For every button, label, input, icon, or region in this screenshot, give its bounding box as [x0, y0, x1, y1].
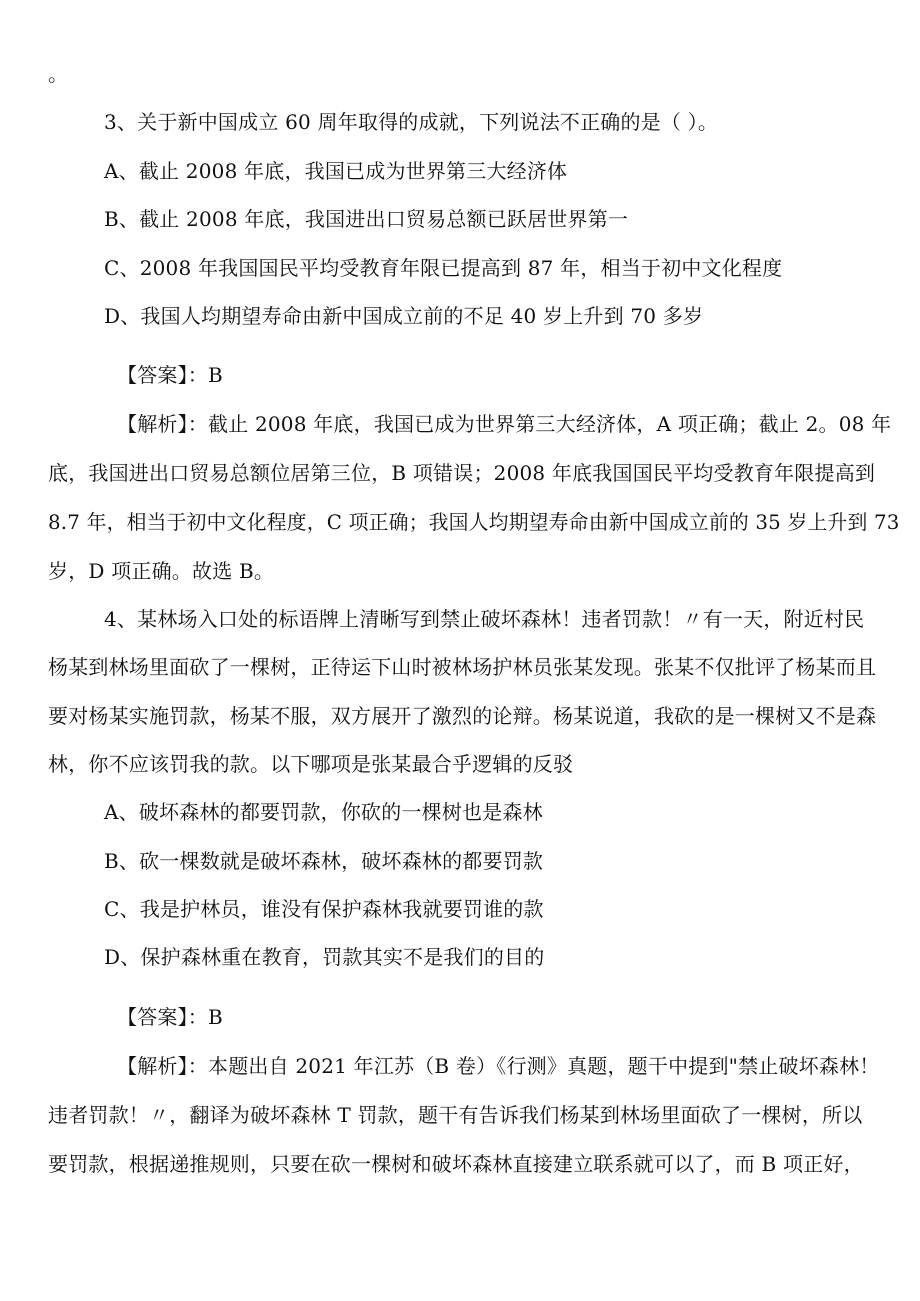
question-3-option-d: D、我国人均期望寿命由新中国成立前的不足 40 岁上升到 70 多岁	[104, 304, 704, 328]
question-4-answer: 【答案】：B	[117, 1005, 223, 1029]
question-3-analysis-line-2: 底，我国进出口贸易总额位居第三位，B 项错误；2008 年底我国国民平均受教育年限提高到	[48, 461, 876, 485]
question-4-stem-line-1: 4、某林场入口处的标语牌上清晰写到禁止破坏森林！违者罚款！〃有一天，附近村民	[104, 607, 865, 631]
question-4-option-d: D、保护森林重在教育，罚款其实不是我们的目的	[104, 945, 545, 969]
question-3-option-b: B、截止 2008 年底，我国进出口贸易总额已跃居世界第一	[104, 207, 629, 231]
question-4-option-c: C、我是护林员，谁没有保护森林我就要罚谁的款	[104, 897, 544, 921]
question-4-analysis-line-1: 【解析】：本题出自 2021 年江苏（B 卷）《行测》真题，题干中提到"禁止破坏森林！	[117, 1054, 880, 1078]
question-4-stem-line-2: 杨某到林场里面砍了一棵树，正待运下山时被林场护林员张某发现。张某不仅批评了杨某而且	[48, 655, 877, 679]
question-4-analysis-line-2: 违者罚款！〃，翻译为破坏森林 T 罚款，题干有告诉我们杨某到林场里面砍了一棵树，所以	[48, 1103, 863, 1127]
question-3-option-c: C、2008 年我国国民平均受教育年限已提高到 87 年，相当于初中文化程度	[104, 256, 783, 280]
question-3-analysis-line-3: 8.7 年，相当于初中文化程度，C 项正确；我国人均期望寿命由新中国成立前的 35 岁上升到 73	[48, 510, 900, 534]
question-4-option-a: A、破坏森林的都要罚款，你砍的一棵树也是森林	[104, 800, 543, 824]
question-3-analysis-line-4: 岁，D 项正确。故选 B。	[48, 559, 275, 583]
question-3-answer: 【答案】：B	[117, 363, 223, 387]
question-3-stem: 3、关于新中国成立 60 周年取得的成就，下列说法不正确的是（ ）。	[104, 110, 719, 134]
question-4-stem-line-4: 林，你不应该罚我的款。以下哪项是张某最合乎逻辑的反驳	[48, 752, 574, 776]
question-3-option-a: A、截止 2008 年底，我国已成为世界第三大经济体	[104, 159, 568, 183]
question-4-option-b: B、砍一棵数就是破坏森林，破坏森林的都要罚款	[104, 849, 544, 873]
question-4-analysis-line-3: 要罚款，根据递推规则，只要在砍一棵树和破坏森林直接建立联系就可以了，而 B 项正好，	[48, 1152, 864, 1176]
stray-punctuation: 。	[48, 62, 69, 86]
question-4-stem-line-3: 要对杨某实施罚款，杨某不服，双方展开了激烈的论辩。杨某说道，我砍的是一棵树又不是森	[48, 704, 877, 728]
question-3-analysis-line-1: 【解析】：截止 2008 年底，我国已成为世界第三大经济体，A 项正确；截止 2。08 年	[117, 412, 892, 436]
